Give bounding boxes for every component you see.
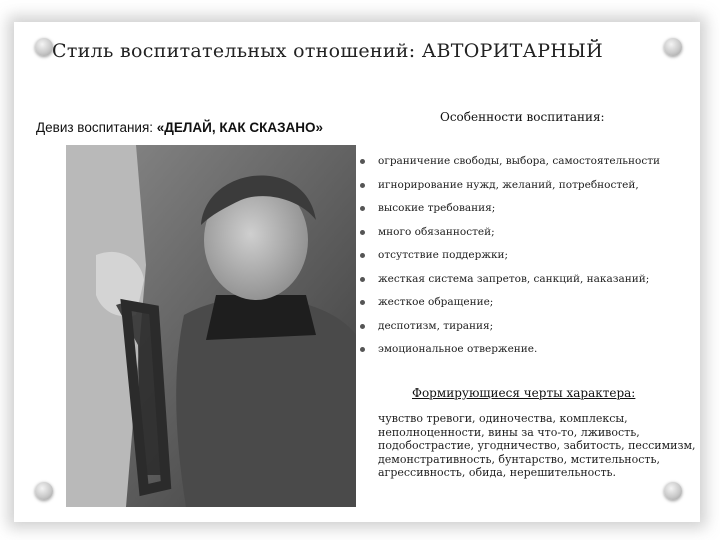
bullet-icon <box>360 300 365 305</box>
motto <box>36 120 323 135</box>
bullet-icon <box>360 159 365 164</box>
traits-text: чувство тревоги, одиночества, комплексы, неполноценности, вины за что-то, лживость, подобострастие, угодничество, забитость, пессимизм, демонстративность, бунтарство, мстительность, агрессивность, обида, нерешительность. <box>378 412 696 480</box>
motto-label: Девиз воспитания: <box>36 120 154 135</box>
motto-text: «ДЕЛАЙ, КАК СКАЗАНО» <box>156 120 324 135</box>
list-item: много обязанностей; <box>360 221 710 245</box>
pin-bottom-right-icon <box>664 482 682 500</box>
bullet-icon <box>360 324 365 329</box>
list-item: высокие требования; <box>360 197 710 221</box>
bullet-icon <box>360 183 365 188</box>
slide-title: Стиль воспитательных отношений: АВТОРИТАРНЫЙ <box>52 40 604 62</box>
traits-heading: Формирующиеся черты характера: <box>412 386 636 400</box>
list-item: отсутствие поддержки; <box>360 244 710 268</box>
bullet-icon <box>360 277 365 282</box>
boy-photo-illustration <box>66 145 356 507</box>
pin-bottom-left-icon <box>35 482 53 500</box>
features-heading: Особенности воспитания: <box>440 110 605 124</box>
list-item: жесткое обращение; <box>360 291 710 315</box>
pin-top-left-icon <box>35 38 53 56</box>
bullet-icon <box>360 206 365 211</box>
bullet-icon <box>360 253 365 258</box>
list-item: деспотизм, тирания; <box>360 315 710 339</box>
boy-photo <box>66 145 356 507</box>
list-item: ограничение свободы, выбора, самостоятельности <box>360 150 710 174</box>
bullet-icon <box>360 347 365 352</box>
features-list <box>360 150 710 362</box>
list-item: игнорирование нужд, желаний, потребностей, <box>360 174 710 198</box>
list-item: эмоциональное отвержение. <box>360 338 710 362</box>
bullet-icon <box>360 230 365 235</box>
list-item: жесткая система запретов, санкций, наказаний; <box>360 268 710 292</box>
